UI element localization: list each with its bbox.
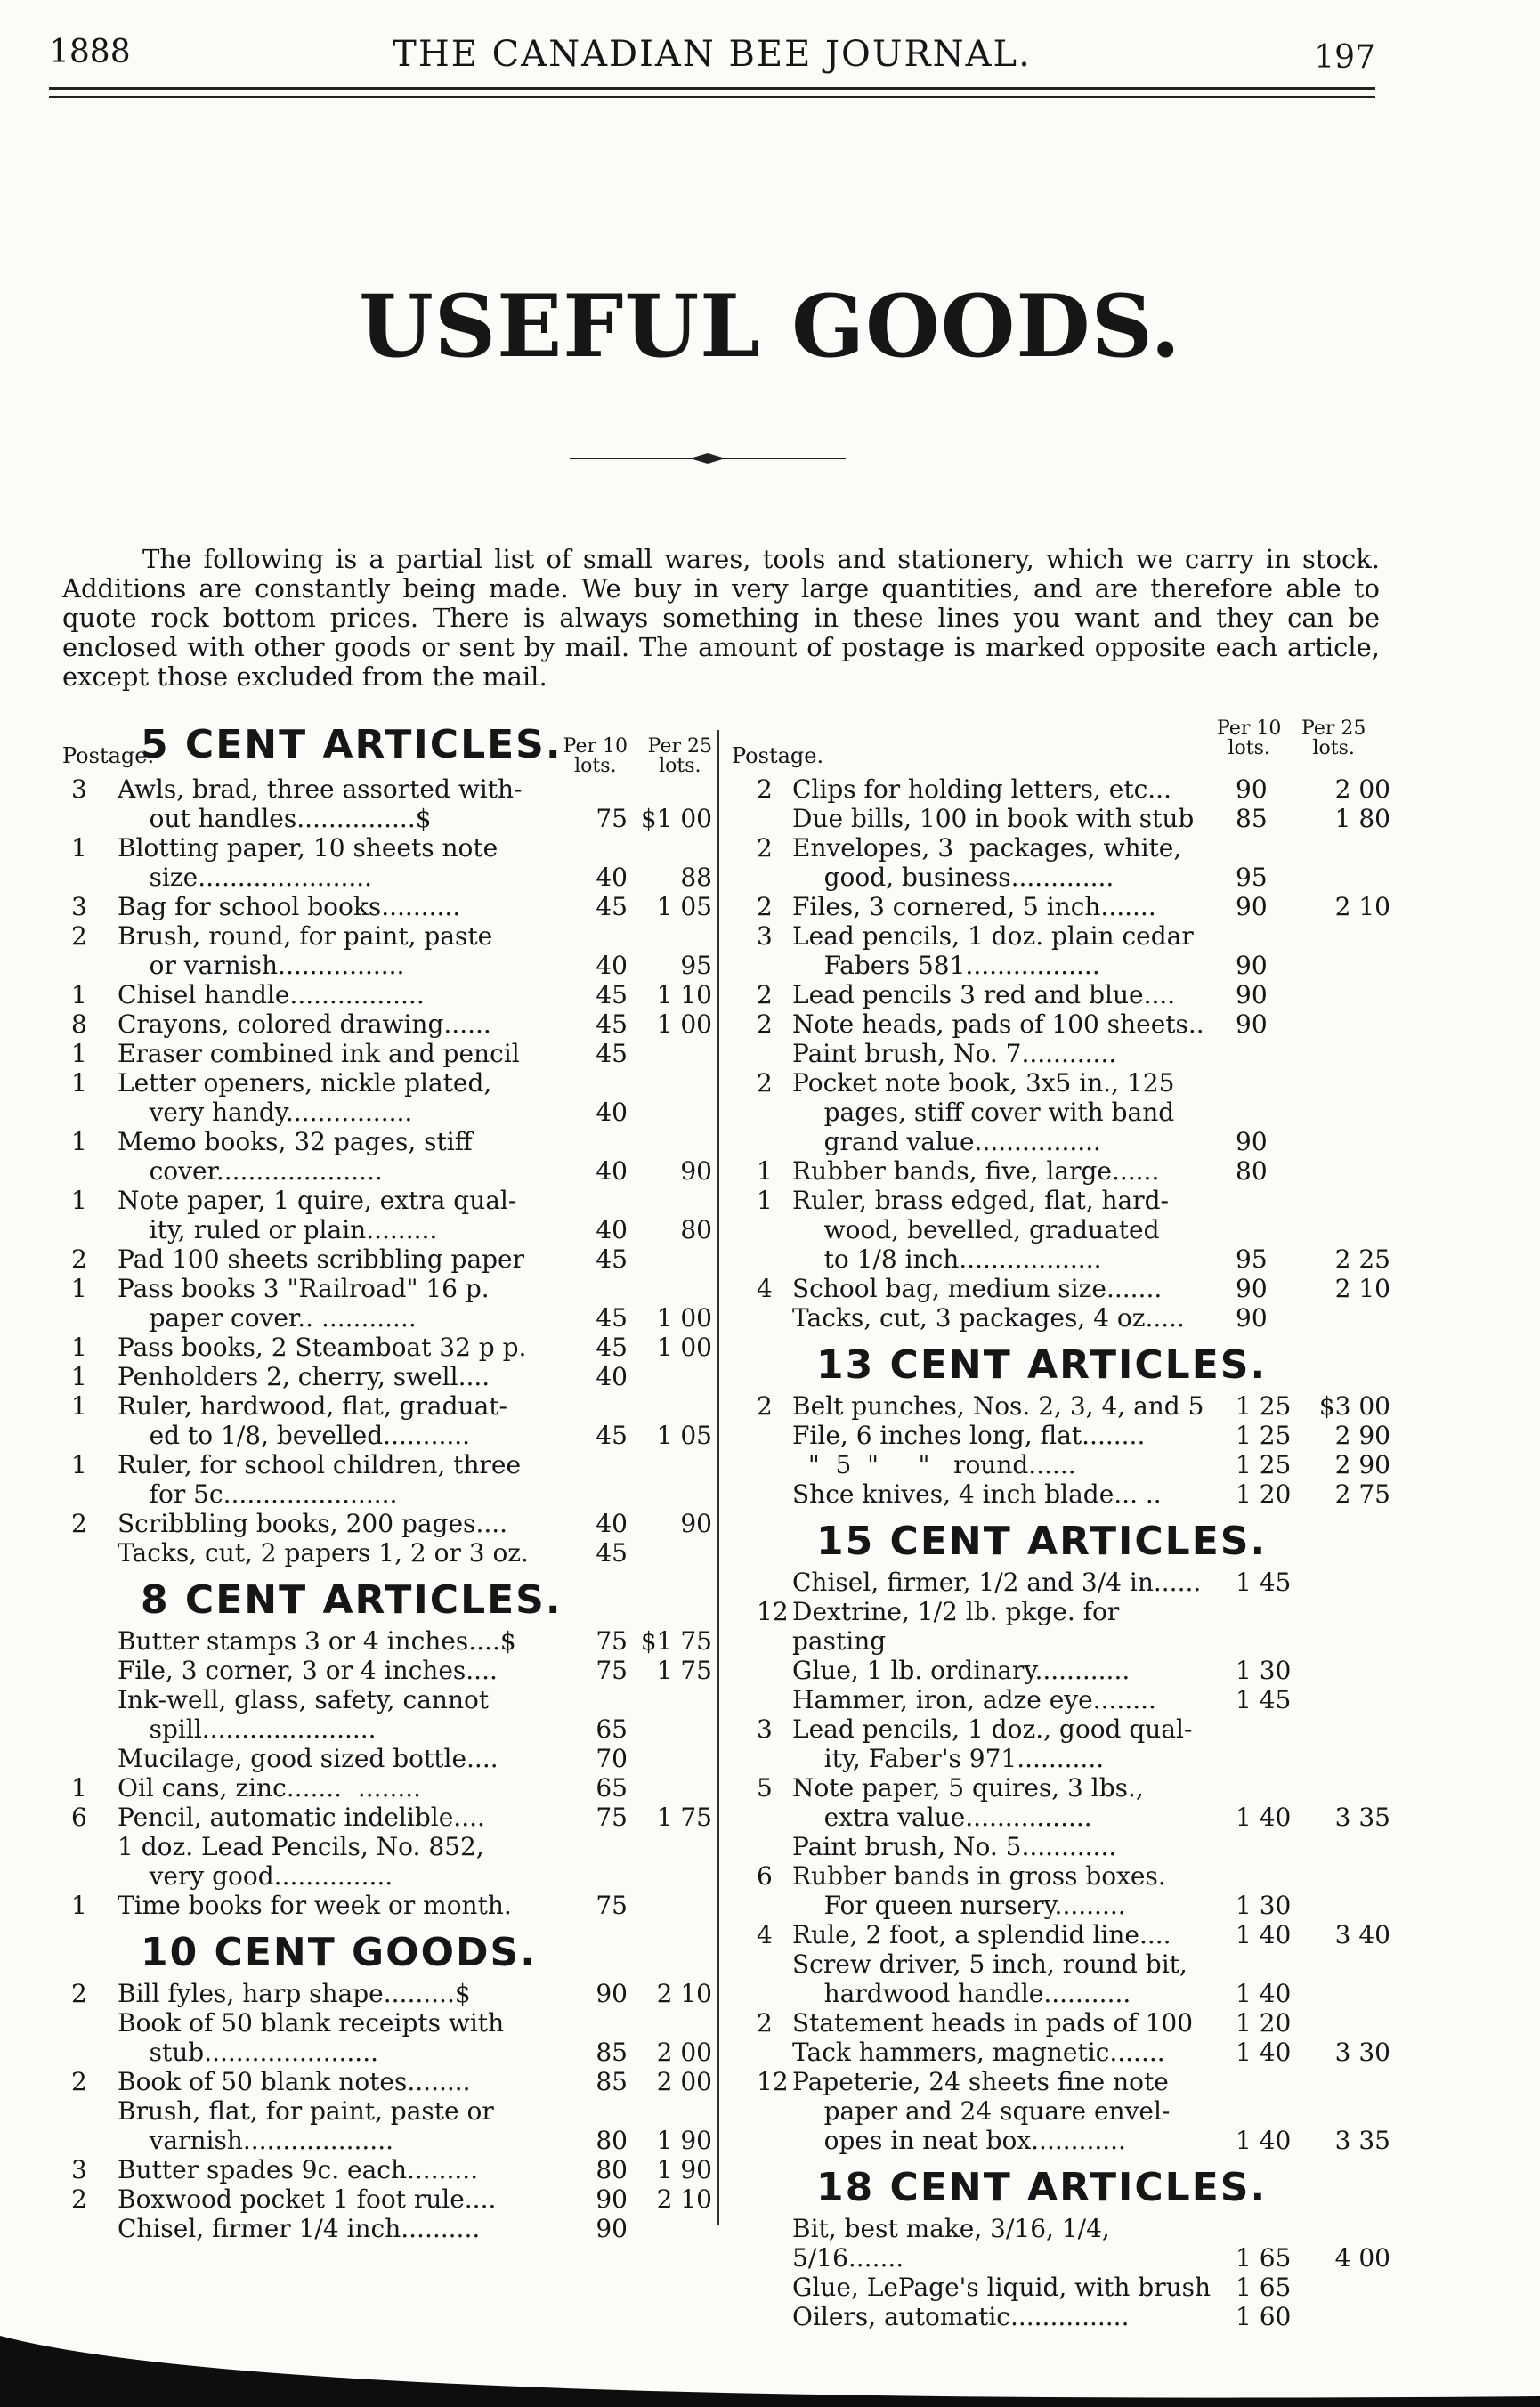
price-per-10: 45	[596, 1303, 628, 1333]
item-description: School bag, medium size.......	[792, 1274, 1163, 1303]
list-item	[732, 1714, 1471, 1773]
list-item	[732, 1391, 1471, 1421]
postage-value: 4	[757, 1274, 773, 1303]
price-per-25: 1 75	[656, 1803, 712, 1832]
item-description: Butter stamps 3 or 4 inches....$	[118, 1626, 516, 1656]
list-item	[62, 1744, 712, 1773]
price-per-10: 90	[1236, 1274, 1268, 1303]
price-per-25: 90	[680, 1156, 712, 1186]
list-item	[62, 2008, 712, 2067]
price-per-10: 1 30	[1236, 1656, 1292, 1685]
postage-value: 3	[757, 921, 773, 951]
item-description: Pass books 3 "Railroad" 16 p. paper cover.. ............	[118, 1274, 490, 1333]
price-per-25: 3 30	[1334, 2038, 1390, 2067]
postage-value: 2	[71, 2184, 87, 2214]
postage-value: 1	[71, 1274, 87, 1303]
price-per-10: 40	[596, 863, 628, 892]
list-item	[62, 1685, 712, 1744]
postage-value: 2	[757, 892, 773, 921]
item-description: Crayons, colored drawing......	[118, 1009, 491, 1039]
postage-value: 1	[71, 1127, 87, 1156]
price-per-10: 90	[1236, 1303, 1268, 1333]
price-per-25: 1 90	[656, 2155, 712, 2184]
price-per-25: $3 00	[1318, 1391, 1390, 1421]
price-per-10: 75	[596, 1656, 628, 1685]
per10-label: Per 10 lots.	[1217, 717, 1282, 759]
item-description: Time books for week or month.	[118, 1891, 512, 1920]
price-per-10: 45	[596, 1421, 628, 1450]
header-year: 1888	[49, 34, 131, 70]
list-item	[62, 2214, 712, 2243]
item-description: Book of 50 blank notes........	[118, 2067, 471, 2096]
item-description: 1 doz. Lead Pencils, No. 852, very good...............	[118, 1832, 484, 1891]
postage-value: 2	[757, 774, 773, 804]
list-item	[62, 1656, 712, 1685]
price-per-10: 95	[1236, 863, 1268, 892]
postage-value: 5	[757, 1773, 773, 1803]
postage-value: 1	[71, 1891, 87, 1920]
list-item	[62, 2155, 712, 2184]
price-per-10: 90	[1236, 1127, 1268, 1156]
item-description: Boxwood pocket 1 foot rule....	[118, 2184, 497, 2214]
per25-label: Per 25 lots.	[647, 735, 712, 777]
item-description: Ruler, brass edged, flat, hard- wood, bevelled, graduated to 1/8 inch..................	[792, 1186, 1170, 1274]
postage-value: 2	[71, 1979, 87, 2008]
item-description: Bag for school books..........	[118, 892, 461, 921]
price-per-10: 90	[1236, 951, 1268, 980]
item-description: Ruler, hardwood, flat, graduat- ed to 1/8, bevelled...........	[118, 1391, 507, 1450]
price-per-25: 2 00	[656, 2038, 712, 2067]
item-description: Ink-well, glass, safety, cannot spill......................	[118, 1685, 490, 1744]
left-column	[62, 719, 712, 2243]
postage-value: 4	[757, 1920, 773, 1949]
list-item	[732, 2038, 1471, 2067]
column-header	[62, 719, 712, 777]
list-item	[732, 1773, 1471, 1832]
list-item	[732, 1568, 1471, 1597]
item-description: Penholders 2, cherry, swell....	[118, 1362, 490, 1391]
item-description: Pocket note book, 3x5 in., 125 pages, stiff cover with band grand value................	[792, 1068, 1175, 1156]
postage-value: 2	[757, 980, 773, 1009]
price-per-10: 45	[596, 1009, 628, 1039]
item-description: Lead pencils, 1 doz. plain cedar Fabers 581.................	[792, 921, 1194, 980]
price-per-10: 1 45	[1236, 1685, 1292, 1714]
list-item	[732, 1450, 1471, 1479]
item-description: Note paper, 5 quires, 3 lbs., extra value................	[792, 1773, 1144, 1832]
price-per-25: 2 10	[1334, 892, 1390, 921]
list-item	[732, 1421, 1471, 1450]
list-item	[62, 1773, 712, 1803]
list-item	[62, 1832, 712, 1891]
postage-value: 1	[71, 1450, 87, 1479]
item-description: Glue, 1 lb. ordinary............	[792, 1656, 1131, 1685]
list-item	[732, 804, 1471, 833]
list-item	[732, 1186, 1471, 1274]
item-description: Statement heads in pads of 100	[792, 2008, 1194, 2038]
item-description: Rubber bands in gross boxes. For queen nursery.........	[792, 1861, 1166, 1920]
price-per-10: 75	[596, 1803, 628, 1832]
postage-value: 2	[71, 1244, 87, 1274]
item-description: Butter spades 9c. each.........	[118, 2155, 479, 2184]
list-item	[62, 1274, 712, 1333]
price-per-25: $1 75	[640, 1626, 712, 1656]
journal-title: THE CANADIAN BEE JOURNAL.	[393, 34, 1032, 75]
price-per-25: 3 40	[1334, 1920, 1390, 1949]
price-per-10: 45	[596, 1333, 628, 1362]
item-description: Bill fyles, harp shape.........$	[118, 1979, 471, 2008]
item-description: File, 6 inches long, flat........	[792, 1421, 1146, 1450]
item-description: Glue, LePage's liquid, with brush	[792, 2273, 1212, 2302]
list-item	[732, 1920, 1471, 1949]
list-item	[732, 892, 1471, 921]
price-per-10: 85	[596, 2067, 628, 2096]
item-description: Ruler, for school children, three for 5c......................	[118, 1450, 522, 1509]
price-per-25: 1 00	[656, 1303, 712, 1333]
header-rule-thin	[49, 96, 1375, 98]
price-per-10: 75	[596, 1891, 628, 1920]
price-per-25: 1 05	[656, 892, 712, 921]
item-description: Brush, flat, for paint, paste or varnish...................	[118, 2096, 494, 2155]
price-per-10: 1 40	[1236, 1803, 1292, 1832]
list-item	[732, 774, 1471, 804]
list-item	[62, 2067, 712, 2096]
price-per-10: 75	[596, 804, 628, 833]
item-description: " 5 " " round......	[792, 1450, 1076, 1479]
price-per-10: 75	[596, 1626, 628, 1656]
postage-value: 2	[757, 1009, 773, 1039]
list-item	[732, 1597, 1471, 1656]
price-per-25: 2 10	[656, 2184, 712, 2214]
list-item	[62, 980, 712, 1009]
price-per-25: 88	[680, 863, 712, 892]
item-description: Note heads, pads of 100 sheets..	[792, 1009, 1204, 1039]
price-per-25: 1 00	[656, 1009, 712, 1039]
price-per-25: 90	[680, 1509, 712, 1538]
postage-value: 3	[757, 1714, 773, 1744]
price-per-25: 2 90	[1334, 1450, 1390, 1479]
postage-value: 8	[71, 1009, 87, 1039]
item-description: Pencil, automatic indelible....	[118, 1803, 485, 1832]
price-per-10: 1 30	[1236, 1891, 1292, 1920]
price-per-25: 2 00	[656, 2067, 712, 2096]
list-item	[732, 833, 1471, 892]
item-description: Awls, brad, three assorted with- out handles...............$	[118, 774, 523, 833]
price-per-25: 95	[680, 951, 712, 980]
item-description: Note paper, 1 quire, extra qual- ity, ruled or plain.........	[118, 1186, 517, 1244]
item-description: Rubber bands, five, large......	[792, 1156, 1160, 1186]
item-description: Mucilage, good sized bottle....	[118, 1744, 498, 1773]
item-description: Rule, 2 foot, a splendid line....	[792, 1920, 1171, 1949]
price-per-10: 40	[596, 1156, 628, 1186]
price-per-25: 1 75	[656, 1656, 712, 1685]
item-description: Paint brush, No. 5............	[792, 1832, 1117, 1861]
item-description: Brush, round, for paint, paste or varnish................	[118, 921, 493, 980]
item-description: Clips for holding letters, etc...	[792, 774, 1171, 804]
price-per-10: 80	[1236, 1156, 1268, 1186]
ornament-divider	[570, 450, 846, 467]
item-description: Chisel, firmer, 1/2 and 3/4 in......	[792, 1568, 1202, 1597]
price-per-10: 40	[596, 951, 628, 980]
item-description: Oil cans, zinc....... ........	[118, 1773, 422, 1803]
postage-value: 2	[71, 921, 87, 951]
price-per-25: 2 10	[656, 1979, 712, 2008]
postage-value: 1	[71, 980, 87, 1009]
list-item	[62, 774, 712, 833]
price-per-10: 1 25	[1236, 1450, 1292, 1479]
postage-value: 2	[757, 2008, 773, 2038]
page-edge-shadow	[0, 2282, 1540, 2407]
price-per-25: 2 00	[1334, 774, 1390, 804]
price-per-10: 1 25	[1236, 1391, 1292, 1421]
section-title: 13 CENT ARTICLES.	[816, 1342, 1268, 1388]
item-description: Shce knives, 4 inch blade... ..	[792, 1479, 1162, 1509]
price-per-25: 1 90	[656, 2126, 712, 2155]
price-per-10: 45	[596, 980, 628, 1009]
list-item	[732, 2067, 1471, 2155]
price-per-10: 1 25	[1236, 1421, 1292, 1450]
list-item	[732, 2214, 1471, 2273]
price-per-25: 4 00	[1334, 2243, 1390, 2273]
price-per-25: 1 10	[656, 980, 712, 1009]
price-per-10: 85	[596, 2038, 628, 2067]
price-per-10: 65	[596, 1773, 628, 1803]
list-item	[732, 1303, 1471, 1333]
postage-value: 12	[757, 1597, 789, 1626]
item-description: Hammer, iron, adze eye........	[792, 1685, 1156, 1714]
list-item	[62, 1127, 712, 1186]
list-item	[62, 1039, 712, 1068]
list-item	[62, 1803, 712, 1832]
postage-value: 3	[71, 774, 87, 804]
postage-value: 1	[71, 1039, 87, 1068]
item-description: Eraser combined ink and pencil	[118, 1039, 520, 1068]
price-per-25: $1 00	[640, 804, 712, 833]
list-item	[62, 1891, 712, 1920]
list-item	[62, 1509, 712, 1538]
list-item	[732, 1068, 1471, 1156]
list-item	[62, 1450, 712, 1509]
list-item	[62, 1538, 712, 1568]
price-per-10: 65	[596, 1714, 628, 1744]
price-per-25: 2 10	[1334, 1274, 1390, 1303]
price-per-10: 1 40	[1236, 2126, 1292, 2155]
list-item	[732, 1479, 1471, 1509]
postage-value: 6	[757, 1861, 773, 1891]
item-description: Lead pencils 3 red and blue....	[792, 980, 1176, 1009]
price-per-10: 85	[1236, 804, 1268, 833]
price-per-10: 40	[596, 1098, 628, 1127]
item-description: Papeterie, 24 sheets fine note paper and 24 square envel- opes in neat box............	[792, 2067, 1171, 2155]
intro-text: The following is a partial list of small wares, tools and stationery, which we carry in stock. Additions are constantly being made. We buy in very large quantities, and are therefore able to quote rock bottom prices. There is always something in these lines you want and they can be enclosed with other goods or sent by mail. The amount of postage is marked opposite each article, except those excluded from the mail.	[62, 544, 1380, 692]
item-description: Letter openers, nickle plated, very handy................	[118, 1068, 492, 1127]
price-per-10: 1 60	[1236, 2302, 1292, 2331]
item-description: Tack hammers, magnetic.......	[792, 2038, 1165, 2067]
price-per-10: 95	[1236, 1244, 1268, 1274]
postage-value: 1	[71, 1391, 87, 1421]
list-item	[62, 1186, 712, 1244]
price-per-10: 90	[1236, 774, 1268, 804]
list-item	[732, 1832, 1471, 1861]
price-per-10: 80	[596, 2126, 628, 2155]
item-description: Chisel handle.................	[118, 980, 425, 1009]
page-title: USEFUL GOODS.	[359, 276, 1181, 377]
list-item	[62, 2184, 712, 2214]
page-number: 197	[1314, 39, 1375, 76]
item-description: Tacks, cut, 2 papers 1, 2 or 3 oz.	[118, 1538, 529, 1568]
list-item	[62, 1009, 712, 1039]
item-description: Belt punches, Nos. 2, 3, 4, and 5	[792, 1391, 1204, 1421]
section-title: 5 CENT ARTICLES.	[141, 722, 563, 767]
postage-value: 1	[71, 1333, 87, 1362]
item-description: Files, 3 cornered, 5 inch.......	[792, 892, 1156, 921]
postage-value: 1	[757, 1186, 773, 1215]
price-per-25: 3 35	[1334, 2126, 1390, 2155]
intro-paragraph	[62, 545, 1380, 692]
item-description: Due bills, 100 in book with stub	[792, 804, 1195, 833]
price-per-10: 45	[596, 892, 628, 921]
price-per-25: 1 05	[656, 1421, 712, 1450]
item-description: Bit, best make, 3/16, 1/4, 5/16.......	[792, 2214, 1118, 2273]
postage-value: 3	[71, 2155, 87, 2184]
postage-value: 1	[71, 833, 87, 863]
postage-value: 2	[757, 1068, 773, 1098]
price-per-10: 1 45	[1236, 1568, 1292, 1597]
price-per-25: 2 75	[1334, 1479, 1390, 1509]
price-per-10: 40	[596, 1215, 628, 1244]
postage-value: 2	[757, 1391, 773, 1421]
item-description: Paint brush, No. 7............	[792, 1039, 1117, 1068]
section-title: 10 CENT GOODS.	[141, 1930, 537, 1975]
price-per-25: 2 25	[1334, 1244, 1390, 1274]
list-item	[62, 1626, 712, 1656]
list-item	[732, 1656, 1471, 1685]
postage-value: 3	[71, 892, 87, 921]
right-column	[732, 719, 1471, 2331]
item-description: Tacks, cut, 3 packages, 4 oz.....	[792, 1303, 1185, 1333]
price-per-10: 90	[596, 2184, 628, 2214]
postage-value: 6	[71, 1803, 87, 1832]
price-per-10: 40	[596, 1362, 628, 1391]
postage-value: 1	[71, 1186, 87, 1215]
postage-value: 1	[757, 1156, 773, 1186]
price-per-10: 90	[1236, 980, 1268, 1009]
postage-value: 2	[757, 833, 773, 863]
postage-label: Postage.	[62, 743, 155, 768]
item-description: Oilers, automatic...............	[792, 2302, 1130, 2331]
postage-value: 2	[71, 2067, 87, 2096]
list-item	[62, 921, 712, 980]
item-description: Chisel, firmer 1/4 inch..........	[118, 2214, 481, 2243]
section-title: 8 CENT ARTICLES.	[141, 1577, 563, 1623]
list-item	[732, 980, 1471, 1009]
postage-label: Postage.	[732, 743, 824, 768]
price-per-10: 1 40	[1236, 2038, 1292, 2067]
item-description: Pass books, 2 Steamboat 32 p p.	[118, 1333, 527, 1362]
per25-label: Per 25 lots.	[1301, 717, 1366, 759]
list-item	[732, 921, 1471, 980]
column-divider	[717, 730, 719, 2225]
per10-label: Per 10 lots.	[563, 735, 628, 777]
postage-value: 1	[71, 1773, 87, 1803]
postage-value: 1	[71, 1068, 87, 1098]
item-description: Dextrine, 1/2 lb. pkge. for pasting	[792, 1597, 1128, 1656]
price-per-10: 1 65	[1236, 2273, 1292, 2302]
price-per-10: 1 20	[1236, 2008, 1292, 2038]
list-item	[732, 1949, 1471, 2008]
price-per-10: 80	[596, 2155, 628, 2184]
price-per-10: 70	[596, 1744, 628, 1773]
price-per-10: 90	[1236, 1009, 1268, 1039]
section-title: 15 CENT ARTICLES.	[816, 1519, 1268, 1564]
list-item	[732, 1009, 1471, 1039]
price-per-25: 1 80	[1334, 804, 1390, 833]
price-per-10: 45	[596, 1538, 628, 1568]
list-item	[732, 1039, 1471, 1068]
list-item	[62, 1244, 712, 1274]
price-per-10: 1 40	[1236, 1920, 1292, 1949]
list-item	[732, 1861, 1471, 1920]
price-per-10: 90	[596, 1979, 628, 2008]
item-description: Pad 100 sheets scribbling paper	[118, 1244, 525, 1274]
list-item	[62, 833, 712, 892]
item-description: Blotting paper, 10 sheets note size......................	[118, 833, 498, 892]
price-per-10: 45	[596, 1244, 628, 1274]
list-item	[62, 1391, 712, 1450]
list-item	[732, 1274, 1471, 1303]
item-description: Screw driver, 5 inch, round bit, hardwood handle...........	[792, 1949, 1187, 2008]
list-item	[732, 1156, 1471, 1186]
item-description: Memo books, 32 pages, stiff cover.....................	[118, 1127, 473, 1186]
list-item	[62, 2096, 712, 2155]
item-description: Scribbling books, 200 pages....	[118, 1509, 508, 1538]
price-per-10: 1 65	[1236, 2243, 1292, 2273]
list-item	[62, 1333, 712, 1362]
price-per-10: 1 40	[1236, 1979, 1292, 2008]
header-rule	[49, 87, 1375, 90]
postage-value: 1	[71, 1362, 87, 1391]
postage-value: 12	[757, 2067, 789, 2096]
price-per-25: 2 90	[1334, 1421, 1390, 1450]
list-item	[62, 1362, 712, 1391]
price-per-10: 90	[1236, 892, 1268, 921]
price-per-25: 3 35	[1334, 1803, 1390, 1832]
price-per-10: 90	[596, 2214, 628, 2243]
list-item	[62, 1979, 712, 2008]
price-per-25: 1 00	[656, 1333, 712, 1362]
list-item	[62, 1068, 712, 1127]
price-per-10: 1 20	[1236, 1479, 1292, 1509]
list-item	[62, 892, 712, 921]
postage-value: 2	[71, 1509, 87, 1538]
item-description: Envelopes, 3 packages, white, good, business.............	[792, 833, 1182, 892]
item-description: File, 3 corner, 3 or 4 inches....	[118, 1656, 498, 1685]
page-header	[49, 34, 1375, 87]
section-title: 18 CENT ARTICLES.	[816, 2165, 1268, 2210]
column-header	[732, 719, 1471, 774]
list-item	[732, 2008, 1471, 2038]
price-per-25: 80	[680, 1215, 712, 1244]
item-description: Lead pencils, 1 doz., good qual- ity, Faber's 971...........	[792, 1714, 1193, 1773]
item-description: Book of 50 blank receipts with stub......................	[118, 2008, 505, 2067]
price-per-10: 45	[596, 1039, 628, 1068]
list-item	[732, 1685, 1471, 1714]
price-per-10: 40	[596, 1509, 628, 1538]
